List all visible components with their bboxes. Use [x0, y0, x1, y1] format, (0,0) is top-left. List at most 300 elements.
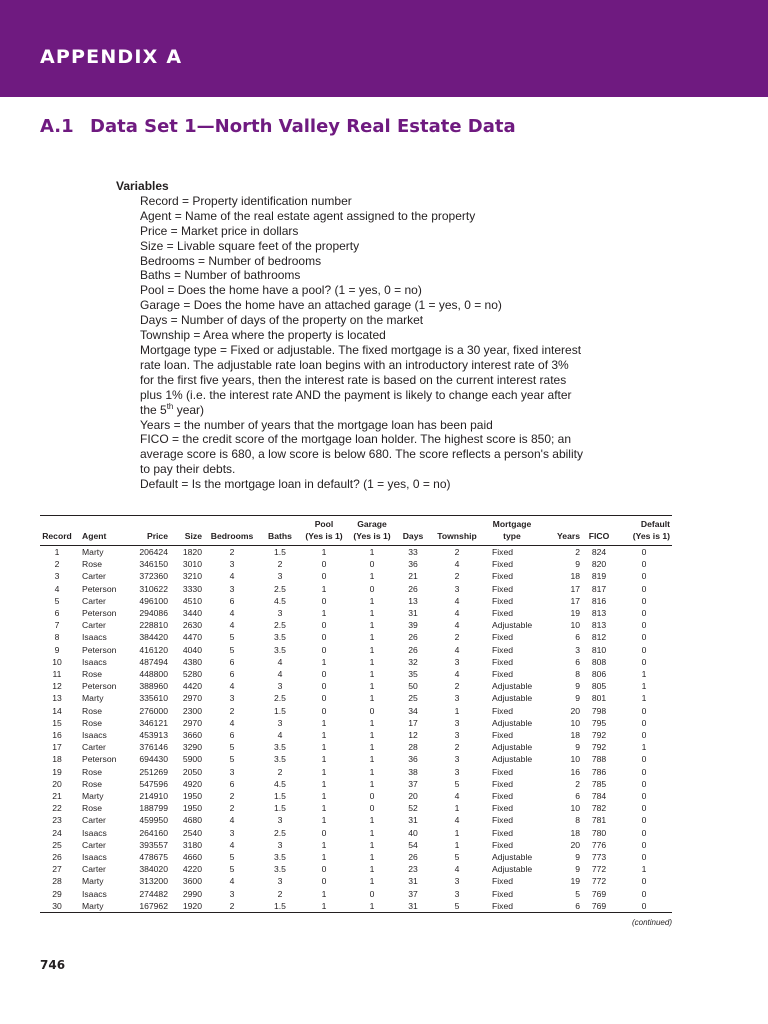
cell-price: 251269 — [139, 766, 168, 777]
cell-pool: 1 — [321, 583, 327, 594]
cell-garage: 1 — [369, 730, 375, 741]
cell-default: 1 — [641, 681, 647, 692]
cell-pool: 1 — [321, 888, 327, 899]
cell-fico: 769 — [591, 888, 607, 899]
cell-pool: 1 — [321, 717, 327, 728]
cell-default: 0 — [641, 730, 647, 741]
cell-mortgage-type: Fixed — [492, 778, 514, 789]
cell-fico: 772 — [591, 864, 607, 875]
cell-garage: 1 — [369, 681, 375, 692]
cell-fico: 792 — [591, 730, 607, 741]
cell-mortgage-type: Adjustable — [492, 693, 533, 704]
cell-mortgage-type: Fixed — [492, 595, 514, 606]
table-row — [40, 827, 672, 839]
cell-bedrooms: 5 — [229, 742, 235, 753]
cell-price: 214910 — [139, 791, 168, 802]
cell-baths: 2 — [277, 888, 283, 899]
cell-garage: 1 — [369, 608, 375, 619]
table-row — [40, 644, 672, 656]
table-row — [40, 900, 672, 913]
cell-agent: Rose — [82, 559, 103, 570]
cell-record: 17 — [52, 742, 62, 753]
cell-days: 23 — [408, 864, 418, 875]
cell-days: 31 — [408, 876, 418, 887]
cell-pool: 1 — [321, 730, 327, 741]
cell-size: 1920 — [170, 900, 204, 913]
cell-days: 37 — [408, 778, 418, 789]
cell-pool: 1 — [321, 803, 327, 814]
cell-size: 2050 — [182, 766, 202, 777]
cell-township: 3 — [454, 754, 460, 765]
cell-agent: Marty — [82, 547, 104, 557]
cell-township: 3 — [454, 888, 460, 899]
cell-fico: 776 — [591, 839, 607, 850]
cell-days: 33 — [408, 547, 418, 557]
cell-size: 4470 — [182, 632, 202, 643]
cell-years: 6 — [540, 900, 582, 913]
variable-days: Days = Number of days of the property on the market — [140, 313, 424, 328]
cell-fico: 813 — [591, 620, 607, 631]
cell-baths: 3.5 — [274, 852, 286, 863]
cell-price: 453913 — [139, 730, 168, 741]
cell-township: 5 — [454, 778, 460, 789]
variable-pool: Pool = Does the home have a pool? (1 = yes, 0 = no) — [140, 283, 422, 298]
cell-record: 27 — [52, 864, 62, 875]
cell-days: 37 — [408, 888, 418, 899]
variable-baths: Baths = Number of bathrooms — [140, 268, 301, 283]
cell-size: 3180 — [182, 839, 202, 850]
cell-agent: Carter — [82, 864, 106, 875]
cell-default: 0 — [641, 583, 647, 594]
variable-fico-line-2: average score is 680, a low score is below 680. The score reflects a person's ability — [140, 447, 583, 462]
cell-fico: 781 — [591, 815, 607, 826]
cell-record: 15 — [52, 717, 62, 728]
cell-days: 17 — [408, 717, 418, 728]
variables-list — [116, 194, 616, 492]
cell-record: 18 — [52, 754, 62, 765]
cell-years: 10 — [570, 620, 580, 631]
cell-bedrooms: 2 — [229, 791, 235, 802]
cell-township: 2 — [454, 742, 460, 753]
cell-price: 335610 — [139, 693, 168, 704]
cell-township: 3 — [454, 766, 460, 777]
cell-record: 23 — [52, 815, 62, 826]
cell-pool: 1 — [321, 547, 327, 557]
cell-pool: 0 — [321, 595, 327, 606]
fifth-year-prefix: the 5 — [140, 402, 167, 417]
cell-mortgage-type: Fixed — [492, 803, 514, 814]
cell-price: 694430 — [139, 754, 168, 765]
cell-pool: 0 — [321, 632, 327, 643]
cell-garage: 1 — [369, 864, 375, 875]
table-row — [40, 668, 672, 680]
cell-agent: Carter — [82, 815, 106, 826]
cell-record: 26 — [52, 852, 62, 863]
cell-fico: 769 — [582, 900, 616, 913]
cell-record: 14 — [52, 705, 62, 716]
cell-bedrooms: 4 — [229, 681, 235, 692]
cell-garage: 0 — [369, 888, 375, 899]
cell-mortgage-type: Fixed — [492, 656, 514, 667]
cell-bedrooms: 4 — [229, 620, 235, 631]
cell-garage: 0 — [369, 583, 375, 594]
cell-days: 26 — [408, 583, 418, 594]
cell-garage: 1 — [369, 595, 375, 606]
cell-fico: 816 — [591, 595, 607, 606]
cell-agent: Isaacs — [82, 656, 107, 667]
cell-size: 3010 — [182, 559, 202, 570]
cell-fico: 801 — [591, 693, 607, 704]
cell-township: 3 — [454, 876, 460, 887]
cell-baths: 3 — [277, 608, 283, 619]
cell-record: 28 — [52, 876, 62, 887]
cell-baths: 4 — [277, 656, 283, 667]
cell-price: 384420 — [139, 632, 168, 643]
table-row — [40, 619, 672, 631]
cell-bedrooms: 2 — [229, 705, 235, 716]
cell-size: 4040 — [182, 644, 202, 655]
cell-garage: 1 — [369, 632, 375, 643]
cell-agent: Marty — [82, 791, 104, 802]
cell-baths: 3.5 — [274, 632, 286, 643]
cell-township: 2 — [454, 547, 460, 557]
cell-mortgage-type: Adjustable — [492, 620, 533, 631]
cell-years: 6 — [575, 632, 580, 643]
variables-block — [116, 179, 616, 492]
variable-size: Size = Livable square feet of the property — [140, 238, 360, 253]
cell-years: 10 — [570, 754, 580, 765]
cell-days: 31 — [396, 900, 430, 913]
cell-price: 372360 — [139, 571, 168, 582]
appendix-title: APPENDIX A — [40, 46, 183, 68]
cell-baths: 3 — [277, 839, 283, 850]
cell-default: 0 — [641, 656, 647, 667]
cell-days: 52 — [408, 803, 418, 814]
table-row — [40, 595, 672, 607]
table-row — [40, 851, 672, 863]
cell-record: 3 — [54, 571, 60, 582]
cell-bedrooms: 6 — [229, 778, 235, 789]
fifth-year-sup: th — [166, 401, 174, 411]
variable-township: Township = Area where the property is located — [140, 328, 386, 343]
cell-mortgage-type: Fixed — [492, 730, 514, 741]
cell-price: 188799 — [139, 803, 168, 814]
cell-agent: Rose — [82, 778, 103, 789]
variable-default: Default = Is the mortgage loan in default? (1 = yes, 0 = no) — [140, 477, 451, 492]
cell-default: 0 — [641, 644, 647, 655]
cell-years: 9 — [575, 681, 580, 692]
cell-price: 346121 — [139, 717, 168, 728]
cell-agent: Marty — [82, 693, 104, 704]
cell-price: 276000 — [139, 705, 168, 716]
cell-garage: 1 — [369, 815, 375, 826]
cell-agent: Isaacs — [82, 827, 107, 838]
cell-mortgage-type: Fixed — [492, 644, 514, 655]
cell-fico: 820 — [591, 559, 607, 570]
section-title: Data Set 1—North Valley Real Estate Data — [90, 116, 516, 137]
cell-pool: 1 — [321, 766, 327, 777]
table-row — [40, 717, 672, 729]
table-row — [40, 802, 672, 814]
cell-baths: 2.5 — [274, 583, 286, 594]
cell-township: 4 — [454, 791, 460, 802]
cell-agent: Rose — [82, 766, 103, 777]
cell-bedrooms: 5 — [229, 754, 235, 765]
cell-pool: 0 — [321, 559, 327, 570]
cell-mortgage-type: Fixed — [492, 888, 514, 899]
cell-default: 0 — [641, 754, 647, 765]
cell-size: 3290 — [182, 742, 202, 753]
cell-garage: 1 — [369, 839, 375, 850]
cell-price: 384020 — [139, 864, 168, 875]
table-row — [40, 863, 672, 875]
variable-price: Price = Market price in dollars — [140, 223, 299, 238]
cell-days: 36 — [408, 754, 418, 765]
cell-township: 4 — [454, 559, 460, 570]
cell-baths: 3 — [277, 571, 283, 582]
cell-fico: 806 — [591, 669, 607, 680]
table-row — [40, 631, 672, 643]
cell-days: 12 — [408, 730, 418, 741]
cell-township: 5 — [454, 852, 460, 863]
cell-garage: 1 — [369, 754, 375, 765]
cell-price: 547596 — [139, 778, 168, 789]
cell-days: 50 — [408, 681, 418, 692]
section-heading — [40, 116, 516, 137]
cell-pool: 1 — [321, 839, 327, 850]
cell-size: 2970 — [182, 717, 202, 728]
cell-default: 0 — [641, 620, 647, 631]
cell-size: 4510 — [182, 595, 202, 606]
header-township: Township — [430, 516, 484, 546]
cell-bedrooms: 5 — [229, 864, 235, 875]
cell-years: 8 — [575, 669, 580, 680]
cell-township: 1 — [454, 839, 460, 850]
cell-pool: 0 — [321, 571, 327, 582]
fifth-year-suffix: year) — [173, 402, 205, 417]
cell-baths: 4 — [277, 730, 283, 741]
cell-price: 388960 — [139, 681, 168, 692]
cell-mortgage-type: Fixed — [492, 608, 514, 619]
cell-pool: 1 — [321, 778, 327, 789]
header-default: Default (Yes is 1) — [616, 516, 672, 546]
table-row — [40, 875, 672, 887]
cell-default: 0 — [641, 791, 647, 802]
cell-years: 10 — [570, 803, 580, 814]
table-row — [40, 656, 672, 668]
cell-baths: 2.5 — [274, 693, 286, 704]
variable-mortgage-type-line-4: plus 1% (i.e. the interest rate AND the payment is likely to change each year after — [140, 387, 572, 402]
cell-days: 35 — [408, 669, 418, 680]
cell-default: 0 — [641, 559, 647, 570]
header-garage: Garage (Yes is 1) — [348, 516, 396, 546]
cell-price: 310622 — [139, 583, 168, 594]
variable-mortgage-type-line-1: Mortgage type = Fixed or adjustable. The fixed mortgage is a 30 year, fixed interest — [140, 342, 582, 357]
cell-size: 2970 — [182, 693, 202, 704]
cell-garage: 1 — [369, 693, 375, 704]
cell-agent: Peterson — [82, 644, 117, 655]
table-header-row — [40, 516, 672, 546]
cell-mortgage-type: Fixed — [492, 791, 514, 802]
page-number: 746 — [40, 958, 66, 972]
cell-price: 393557 — [139, 839, 168, 850]
cell-pool: 1 — [321, 656, 327, 667]
cell-days: 31 — [408, 608, 418, 619]
cell-bedrooms: 2 — [229, 803, 235, 814]
table-row — [40, 705, 672, 717]
cell-price: 228810 — [139, 620, 168, 631]
cell-days: 20 — [408, 791, 418, 802]
cell-township: 3 — [454, 717, 460, 728]
cell-size: 5900 — [182, 754, 202, 765]
cell-garage: 1 — [369, 644, 375, 655]
cell-size: 3600 — [182, 876, 202, 887]
cell-baths: 3 — [277, 681, 283, 692]
cell-fico: 805 — [591, 681, 607, 692]
cell-days: 26 — [408, 632, 418, 643]
cell-baths: 3 — [277, 815, 283, 826]
cell-mortgage-type: Fixed — [484, 900, 540, 913]
header-days: Days — [396, 516, 430, 546]
cell-garage: 1 — [369, 620, 375, 631]
cell-price: 459950 — [139, 815, 168, 826]
cell-pool: 1 — [321, 754, 327, 765]
cell-days: 39 — [408, 620, 418, 631]
cell-fico: 817 — [591, 583, 607, 594]
cell-record: 21 — [52, 791, 62, 802]
cell-years: 6 — [575, 791, 580, 802]
cell-garage: 1 — [369, 571, 375, 582]
cell-record: 12 — [52, 681, 62, 692]
cell-fico: 824 — [591, 547, 607, 557]
cell-default: 0 — [641, 815, 647, 826]
table-row — [40, 692, 672, 704]
cell-size: 1820 — [182, 547, 202, 557]
cell-years: 10 — [570, 717, 580, 728]
cell-baths: 2 — [277, 766, 283, 777]
cell-mortgage-type: Adjustable — [492, 864, 533, 875]
cell-pool: 1 — [300, 900, 348, 913]
cell-size: 2300 — [182, 705, 202, 716]
table-row — [40, 814, 672, 826]
cell-bedrooms: 4 — [229, 571, 235, 582]
cell-mortgage-type: Fixed — [492, 876, 514, 887]
cell-size: 4420 — [182, 681, 202, 692]
cell-size: 3210 — [182, 571, 202, 582]
cell-garage: 1 — [369, 547, 375, 557]
cell-size: 4920 — [182, 778, 202, 789]
cell-bedrooms: 3 — [229, 888, 235, 899]
cell-years: 9 — [575, 559, 580, 570]
cell-fico: 784 — [591, 791, 607, 802]
appendix-banner — [0, 0, 768, 97]
cell-mortgage-type: Fixed — [492, 547, 514, 557]
cell-mortgage-type: Adjustable — [492, 852, 533, 863]
cell-baths: 2 — [277, 559, 283, 570]
cell-default: 0 — [641, 852, 647, 863]
cell-agent: Peterson — [82, 681, 117, 692]
cell-days: 13 — [408, 595, 418, 606]
cell-record: 16 — [52, 730, 62, 741]
cell-years: 20 — [570, 839, 580, 850]
cell-size: 4660 — [182, 852, 202, 863]
cell-fico: 786 — [591, 766, 607, 777]
cell-garage: 0 — [369, 705, 375, 716]
cell-baths: 3 — [277, 876, 283, 887]
cell-years: 20 — [570, 705, 580, 716]
cell-bedrooms: 3 — [229, 693, 235, 704]
cell-baths: 2.5 — [274, 620, 286, 631]
cell-pool: 0 — [321, 644, 327, 655]
cell-bedrooms: 5 — [229, 632, 235, 643]
cell-pool: 0 — [321, 827, 327, 838]
cell-size: 1950 — [182, 803, 202, 814]
cell-price: 376146 — [139, 742, 168, 753]
header-bedrooms: Bedrooms — [204, 516, 260, 546]
cell-baths: 3.5 — [274, 864, 286, 875]
cell-garage: 1 — [369, 852, 375, 863]
cell-bedrooms: 5 — [229, 852, 235, 863]
cell-years: 8 — [575, 815, 580, 826]
cell-agent: Rose — [82, 669, 103, 680]
cell-mortgage-type: Fixed — [492, 839, 514, 850]
cell-agent: Peterson — [82, 754, 117, 765]
cell-mortgage-type: Fixed — [492, 669, 514, 680]
cell-record: 2 — [54, 559, 60, 570]
continued-note: (continued) — [631, 918, 672, 927]
cell-fico: 792 — [591, 742, 607, 753]
table-body — [40, 546, 672, 913]
table-row — [40, 888, 672, 900]
cell-agent: Carter — [82, 571, 106, 582]
cell-bedrooms: 6 — [229, 730, 235, 741]
cell-pool: 1 — [321, 815, 327, 826]
cell-bedrooms: 4 — [229, 717, 235, 728]
cell-fico: 798 — [591, 705, 607, 716]
cell-mortgage-type: Fixed — [492, 705, 514, 716]
cell-record: 1 — [54, 547, 60, 557]
cell-mortgage-type: Fixed — [492, 766, 514, 777]
cell-fico: 780 — [591, 827, 607, 838]
cell-baths: 4.5 — [274, 595, 286, 606]
variable-fico-line-1: FICO = the credit score of the mortgage loan holder. The highest score is 850; an — [140, 432, 572, 447]
table-row — [40, 839, 672, 851]
cell-default: 0 — [641, 547, 647, 557]
cell-pool: 0 — [321, 693, 327, 704]
cell-days: 38 — [408, 766, 418, 777]
cell-township: 4 — [454, 815, 460, 826]
variable-mortgage-type-line-5 — [140, 403, 616, 418]
cell-default: 0 — [641, 766, 647, 777]
cell-agent: Isaacs — [82, 888, 107, 899]
cell-price: 206424 — [139, 547, 168, 557]
variable-fico-line-3: to pay their debts. — [140, 462, 236, 477]
cell-days: 32 — [408, 656, 418, 667]
variable-mortgage-type-line-3: for the first five years, then the interest rate is based on the current interest rates — [140, 372, 567, 387]
cell-township: 2 — [454, 571, 460, 582]
cell-garage: 0 — [369, 559, 375, 570]
cell-mortgage-type: Fixed — [492, 571, 514, 582]
cell-pool: 1 — [321, 742, 327, 753]
variable-agent: Agent = Name of the real estate agent assigned to the property — [140, 208, 476, 223]
cell-record: 25 — [52, 839, 62, 850]
cell-years: 18 — [570, 571, 580, 582]
variable-bedrooms: Bedrooms = Number of bedrooms — [140, 253, 322, 268]
cell-pool: 0 — [321, 620, 327, 631]
cell-size: 4680 — [182, 815, 202, 826]
variable-record: Record = Property identification number — [140, 193, 352, 208]
cell-size: 3440 — [182, 608, 202, 619]
